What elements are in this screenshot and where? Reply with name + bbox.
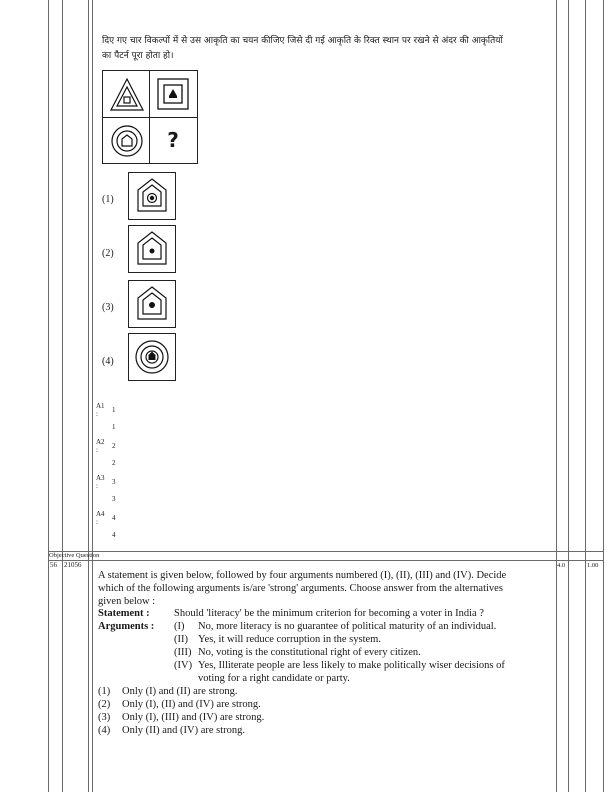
- question-marks: 4.0: [557, 562, 566, 569]
- answer-colon: :: [96, 518, 98, 526]
- table-border-content-right: [556, 0, 557, 792]
- choice-text: Only (I), (II) and (IV) are strong.: [122, 699, 261, 710]
- argument-num: (III): [174, 647, 192, 658]
- option-1-label: (1): [102, 194, 114, 205]
- choice-row[interactable]: [98, 724, 554, 737]
- answer-label: A1: [96, 402, 105, 410]
- statement-text: Should 'literacy' be the minimum criterion for becoming a voter in India ?: [174, 608, 484, 619]
- argument-text: Yes, Illiterate people are less likely to make politically wiser decisions of: [198, 660, 505, 671]
- prompt-line-2: का पैटर्न पूरा होता हो।: [102, 51, 174, 61]
- choice-row[interactable]: [98, 698, 554, 711]
- option-4-label: (4): [102, 356, 114, 367]
- table-border-serial: [62, 0, 63, 792]
- argument-num: (II): [174, 634, 188, 645]
- answer-label: A4: [96, 510, 105, 518]
- arguments-label: Arguments :: [98, 621, 155, 632]
- choice-text: Only (II) and (IV) are strong.: [122, 725, 246, 736]
- table-border-id-b: [92, 0, 93, 792]
- row-divider-bottom: [48, 560, 604, 561]
- choice-row[interactable]: [98, 685, 554, 698]
- answer-key-1: [96, 402, 116, 431]
- choice-text: Only (I), (III) and (IV) are strong.: [122, 712, 265, 723]
- argument-num: (IV): [174, 660, 193, 671]
- argument-num: (I): [174, 621, 185, 632]
- answer-label: A3: [96, 474, 105, 482]
- prompt-line-1: दिए गए चार विकल्पों में से उस आकृति का चयन कीजिए जिसे दी गई आकृति के रिक्त स्थान पर रखने से अंदर की आकृतियों: [102, 36, 503, 46]
- answer-value: 2: [112, 442, 116, 450]
- table-border-marks: [568, 0, 569, 792]
- option-2-figure[interactable]: [128, 225, 176, 273]
- answer-value: 1: [112, 406, 116, 414]
- answer-value: 3: [112, 478, 116, 486]
- answer-choices: [98, 685, 554, 737]
- question-id: 21056: [64, 561, 82, 569]
- option-2-label: (2): [102, 248, 114, 259]
- intro-line-3: given below :: [98, 596, 156, 607]
- argument-text: No, voting is the constitutional right of every citizen.: [198, 647, 421, 658]
- argument-row: [98, 646, 554, 659]
- table-border-id-a: [88, 0, 89, 792]
- argument-row: [98, 659, 554, 672]
- choice-num: (2): [98, 699, 111, 710]
- answer-key-3: [96, 474, 116, 503]
- missing-figure-question-mark: ?: [167, 128, 179, 152]
- option-3-figure[interactable]: [128, 280, 176, 328]
- option-1-figure[interactable]: [128, 172, 176, 220]
- table-border-negative: [585, 0, 586, 792]
- answer-value: 4: [112, 514, 116, 522]
- pentagon-dot-figure: [129, 226, 175, 272]
- answer-label: A2: [96, 438, 105, 446]
- square-triangle-figure: [156, 77, 190, 111]
- option-4-figure[interactable]: [128, 333, 176, 381]
- answer-colon: :: [96, 482, 98, 490]
- option-3-label: (3): [102, 302, 114, 313]
- section-label: Objective Question: [49, 552, 100, 559]
- argument-continuation: voting for a right candidate or party.: [198, 673, 350, 684]
- question-prompt: [102, 34, 552, 64]
- answer-colon: :: [96, 446, 98, 454]
- table-border-right: [603, 0, 604, 792]
- triangle-square-figure: [109, 77, 145, 113]
- question-negative-marks: 1.00: [587, 562, 599, 569]
- argument-row: [98, 633, 554, 646]
- answer-key-2: [96, 438, 116, 467]
- choice-num: (3): [98, 712, 111, 723]
- argument-row: [98, 620, 554, 633]
- row-divider-top: [48, 551, 604, 552]
- argument-text: No, more literacy is no guarantee of political maturity of an individual.: [198, 621, 497, 632]
- question-serial: 56: [50, 561, 57, 569]
- answer-repeat: 1: [112, 423, 116, 431]
- choice-num: (1): [98, 686, 111, 697]
- choice-text: Only (I) and (II) are strong.: [122, 686, 238, 697]
- intro-line-2: which of the following arguments is/are 'strong' arguments. Choose answer from the alternatives: [98, 583, 503, 594]
- answer-repeat: 4: [112, 531, 116, 539]
- answer-colon: :: [96, 410, 98, 418]
- statement-label: Statement :: [98, 608, 150, 619]
- choice-row[interactable]: [98, 711, 554, 724]
- argument-text: Yes, it will reduce corruption in the system.: [198, 634, 381, 645]
- figure-grid: [102, 70, 198, 164]
- concentric-circles-figure: [129, 334, 175, 380]
- choice-num: (4): [98, 725, 111, 736]
- question-intro: [98, 569, 554, 608]
- answer-repeat: 3: [112, 495, 116, 503]
- answer-repeat: 2: [112, 459, 116, 467]
- table-border-left: [48, 0, 49, 792]
- answer-key-4: [96, 510, 116, 539]
- statement-row: [98, 607, 554, 620]
- circle-pentagon-figure: [110, 124, 144, 158]
- pentagon-circle-figure: [129, 173, 175, 219]
- pentagon-circle-dot-figure: [129, 281, 175, 327]
- intro-line-1: A statement is given below, followed by four arguments numbered (I), (II), (III) and (IV). Decide: [98, 570, 507, 581]
- arguments-block: [98, 620, 554, 685]
